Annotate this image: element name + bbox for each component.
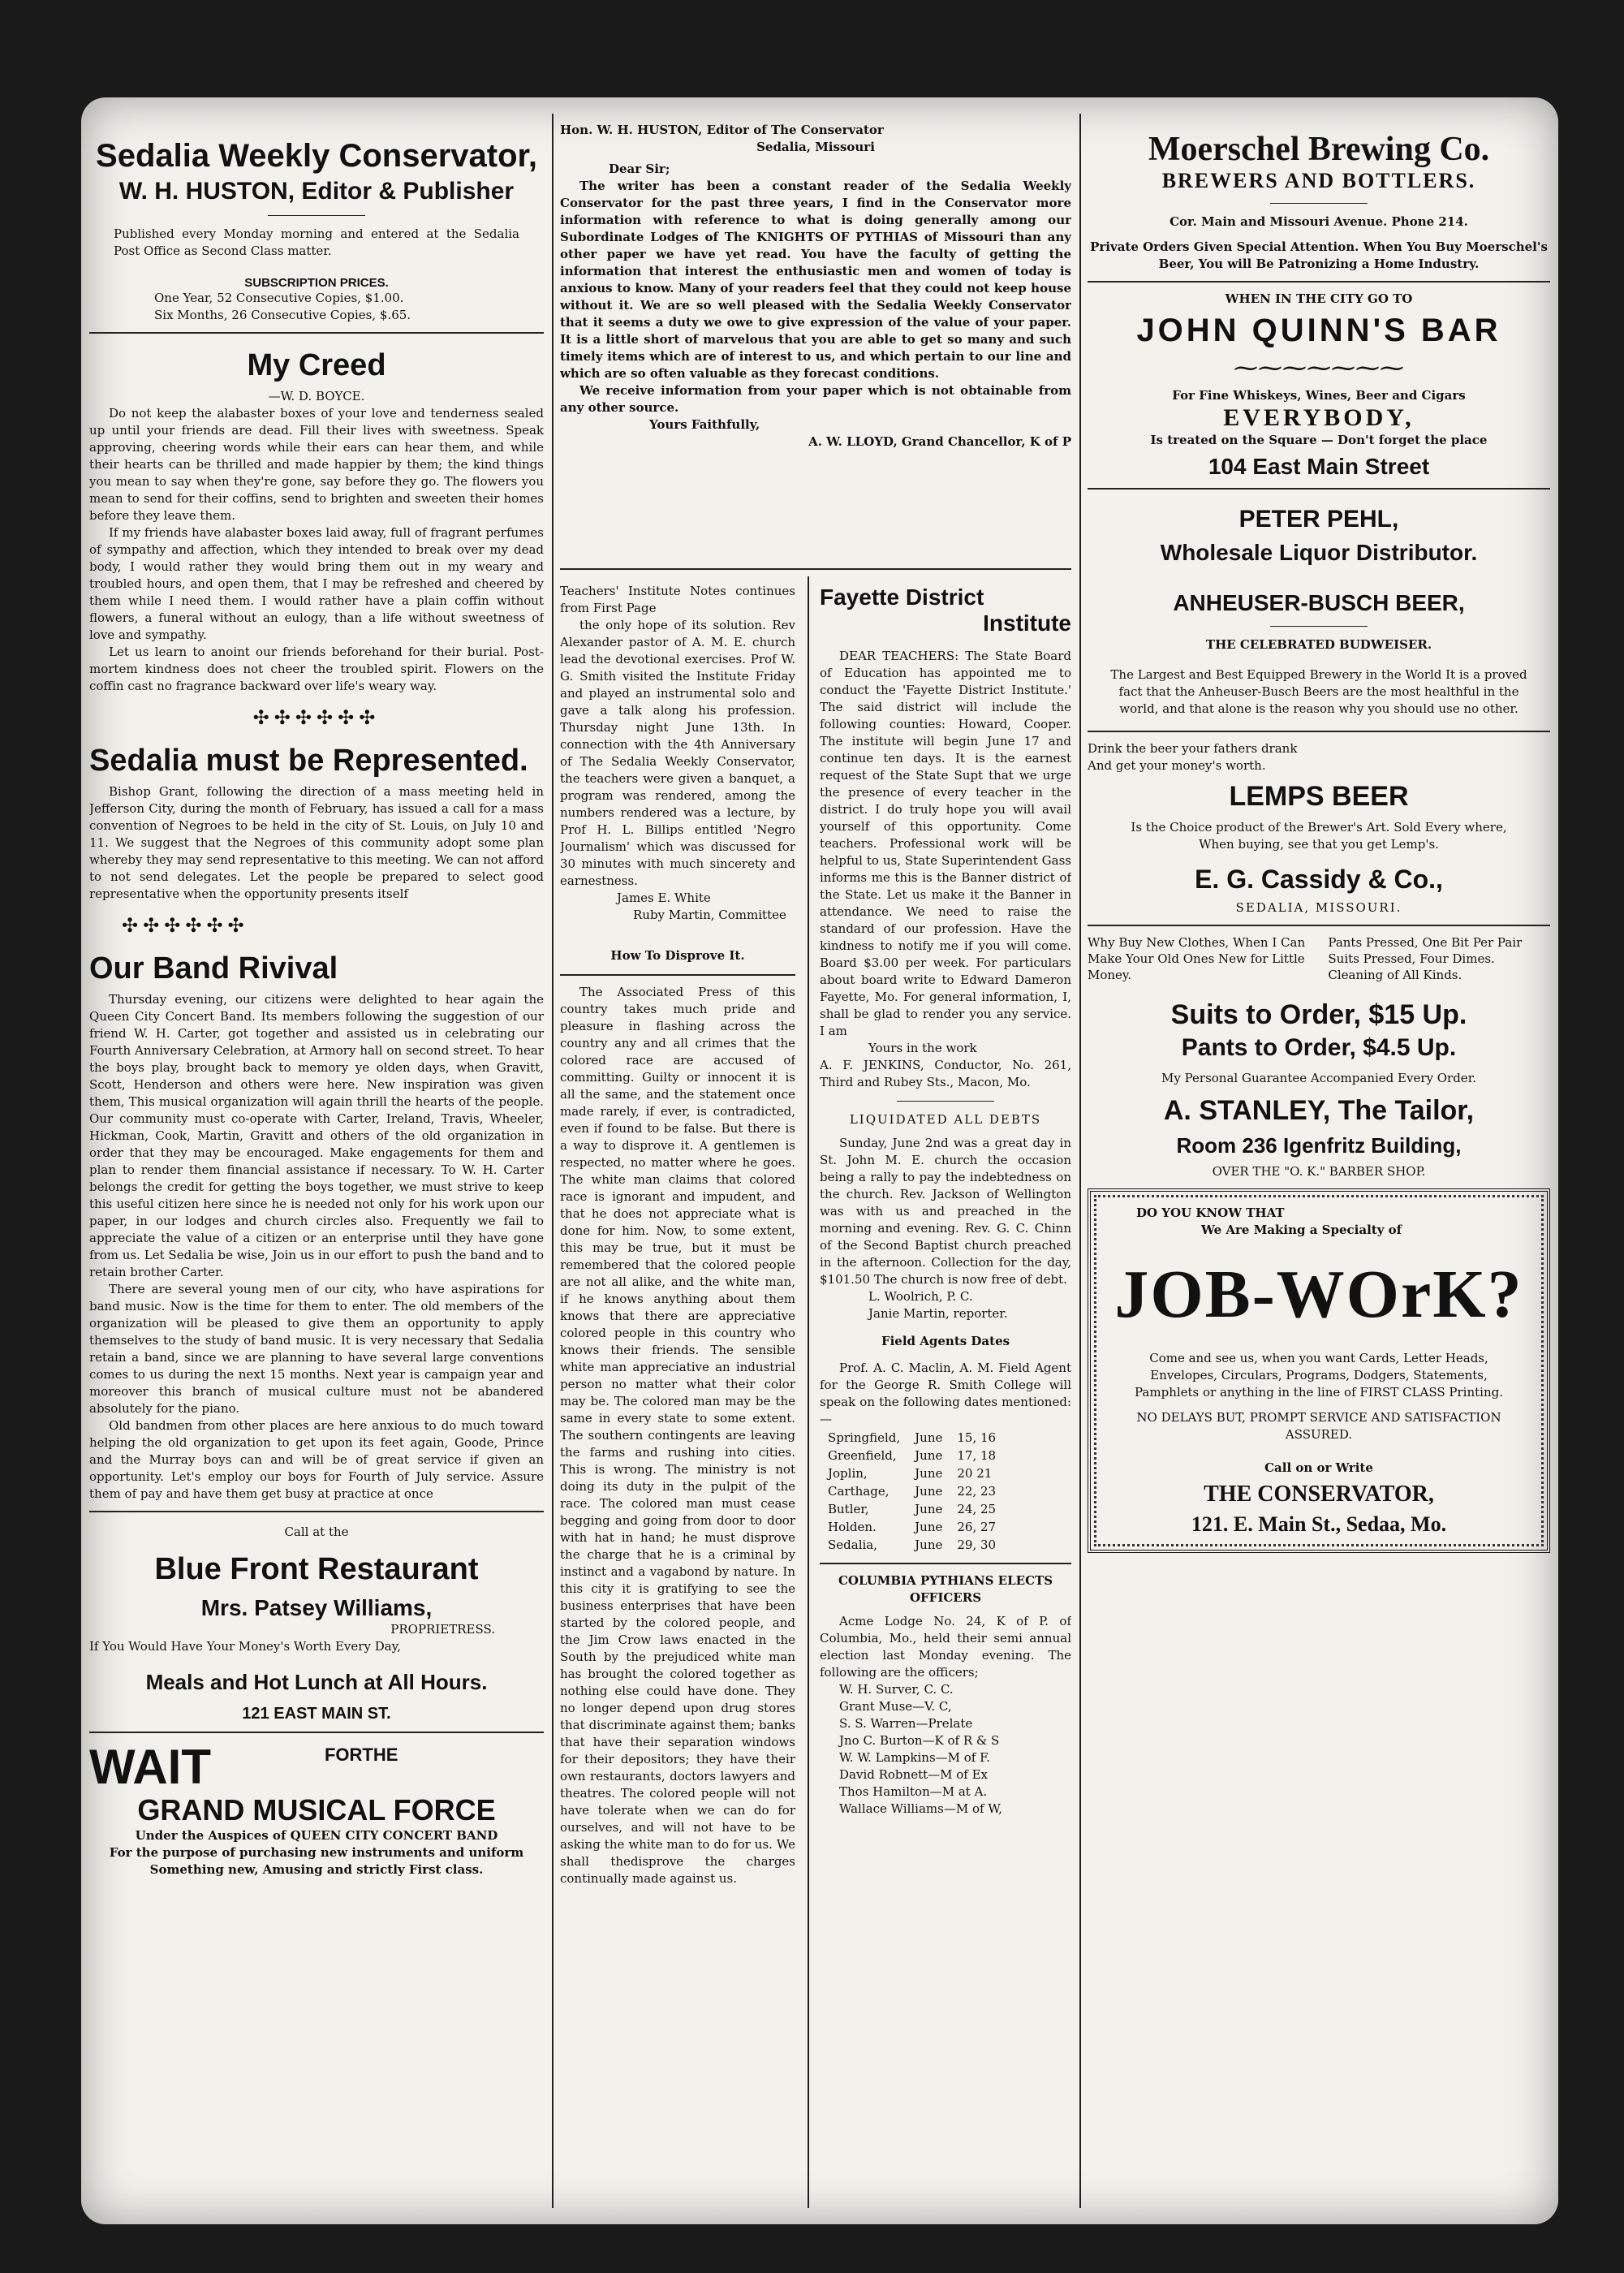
fayette-close: Yours in the work [868, 1041, 977, 1055]
divider [820, 1563, 1071, 1564]
divider [1088, 281, 1550, 283]
field-date-cell: June [915, 1430, 943, 1445]
creed-paragraph: If my friends have alabaster boxes laid away, full of fragrant perfumes of sympathy and affection, which they intended to break over my dead body, I would rather they would bring them out in my weary and troubled hours, and open them, that I may be refreshed and cheered by them while I need them. I would rather have a plain coffin without flowers, a funeral without an eulogy, than a life without sweetness of love and sympathy. [89, 525, 544, 642]
quinn-everybody: EVERYBODY, [1223, 404, 1415, 431]
restaurant-meals: Meals and Hot Lunch at All Hours. [145, 1670, 488, 1694]
ornament-divider: ✣✣✣✣✣✣ [122, 914, 249, 937]
ab-body: The Largest and Best Equipped Brewery in the World It is a proved fact that the Anheuser-Busch Beers are the most healthful in the world, and that alone is the reason why you should use no other. [1110, 667, 1527, 716]
represented-body: Bishop Grant, following the direction of a mass meeting held in Jefferson City, during the month of February, has issued a call for a mass convention of Negroes to be held in the city of St. Louis, on July 10 and 11. We suggest that the Negroes of this community adopt some plan whereby they may send representative to this meeting. We can not afford to not send delegates. Let the people be prepared to select good representative when the opportunity presents itself [89, 784, 544, 901]
field-date-cell: Springfield, [828, 1430, 901, 1445]
officer-item: Wallace Williams—M of W, [839, 1801, 1002, 1816]
job-name: THE CONSERVATOR, [1204, 1482, 1434, 1507]
restaurant-line: If You Would Have Your Money's Worth Every Day, [89, 1639, 401, 1654]
lemps-body: Is the Choice product of the Brewer's Art. Sold Every where, When buying, see that you get Lemp's. [1131, 820, 1507, 852]
masthead-editor: W. H. HUSTON, Editor & Publisher [118, 178, 515, 205]
officer-item: W. H. Surver, C. C. [839, 1682, 954, 1697]
letter-head: Hon. W. H. HUSTON, Editor of The Conservator [560, 123, 884, 137]
debts-title: LIQUIDATED ALL DEBTS [849, 1112, 1042, 1127]
field-date-cell: Holden. [828, 1520, 877, 1534]
column-middle [560, 114, 1071, 2208]
letter-close: Yours Faithfully, [649, 417, 760, 432]
field-date-row [821, 1430, 1002, 1446]
creed-title: My Creed [247, 348, 386, 382]
newspaper-page [81, 97, 1558, 2224]
column-rule [1079, 114, 1081, 2208]
ornament-divider: ✣✣✣✣✣✣ [252, 706, 381, 729]
officers-list [820, 1681, 1071, 1818]
stanley-name: A. STANLEY, The Tailor, [1163, 1095, 1475, 1126]
wait-ad [89, 1741, 544, 1793]
stanley-guarantee: My Personal Guarantee Accompanied Every Order. [1161, 1071, 1476, 1085]
officer-item: W. W. Lampkins—M of F. [839, 1750, 990, 1765]
job-question: DO YOU KNOW THAT [1136, 1206, 1285, 1220]
divider [1088, 925, 1550, 926]
creed-author: —W. D. BOYCE. [268, 389, 365, 403]
lemps-intro: And get your money's worth. [1088, 758, 1266, 773]
job-body: Come and see us, when you want Cards, Letter Heads, Envelopes, Circulars, Programs, Dodgers, Statements, Pamphlets or anything in the line of FIRST CLASS Printing. [1135, 1351, 1503, 1400]
divider [560, 974, 795, 976]
debts-sign: L. Woolrich, P. C. [868, 1289, 973, 1304]
field-body: Prof. A. C. Maclin, A. M. Field Agent for the George R. Smith College will speak on the following dates mentioned:— [820, 1361, 1071, 1426]
divider [1270, 203, 1368, 204]
divider [1270, 626, 1368, 627]
masthead-title: Sedalia Weekly Conservator, [96, 138, 537, 174]
wait-line: Under the Auspices of QUEEN CITY CONCERT BAND [135, 1828, 498, 1843]
quinn-address: 104 East Main Street [1208, 454, 1430, 479]
officer-item: David Robnett—M of Ex [839, 1767, 989, 1782]
column-left [89, 114, 544, 2208]
field-date-cell: June [915, 1502, 943, 1516]
field-date-cell: 17, 18 [957, 1448, 997, 1463]
lemps-name: LEMPS BEER [1229, 781, 1409, 812]
divider [560, 568, 1071, 570]
disprove-title: How To Disprove It. [610, 948, 745, 963]
officer-item: Thos Hamilton—M at A. [839, 1784, 988, 1799]
restaurant-role: PROPRIETRESS. [390, 1622, 495, 1637]
job-address: 121. E. Main St., Sedaa, Mo. [1191, 1512, 1447, 1536]
officer-item: S. S. Warren—Prelate [839, 1716, 973, 1731]
teachers-body: the only hope of its solution. Rev Alexander pastor of A. M. E. church lead the devotional exercises. Prof W. G. Smith visited the Institute Friday and played an instrumental solo and gave a talk along his profession. Thursday night June 13th. In connection with the 4th Anniversary of The Sedalia Weekly Conservator, the teachers were given a banquet, a program was rendered, among the numbers rendered was a lecture, by Prof H. L. Billips entitled 'Negro Journalism' which was discussed for 30 minutes with much sincerety and earnestness. [560, 618, 795, 888]
disprove-body: The Associated Press of this country takes much pride and pleasure in flashing across the country any and all crimes that the colored race are accused of committing. Guilty or innocent it is all the same, and the statement once made rarely, if ever, is contradicted, even if found to be false. But there is a way to disprove it. A gentlemen is respected, no matter where he goes. The white man claims that colored race is ignorant and impudent, and that he does not appreciate what is done for him. Now, to some extent, this may be true, but it must be remembered that the colored people are not all alike, and the white man, if he knows anything about them knows that there are appreciative colored people in this country who knows their friends. The sensible white man appreciative an industrial person no matter what their color may be. The colored man may be the same in every state to some extent. The southern contingents are leaving the farms and rushing into cities. This is wrong. The ministry is not doing its duty in the pulpit of the race. The colored man must cease begging and going from door to door with hat in hand; he must disprove the charge that he is a criminal by instinct and a vagabond by nature. In this city it is gratifying to see the business enterprises that have been started by the colored people, and the Jim Crow laws enacted in the South by the prejudiced white man has brought the colored together as nothing else could have done. They no longer depend upon drug stores that discriminate against them; banks that have their separation windows for their depositors; they have their own restaurants, doctors lawyers and theatres. The colored people will not have tolerate when we can do for ourselves, and will not have to be asking the white man to do for us. We shall thedisprove the charges continually made against us. [560, 985, 795, 1886]
job-call: Call on or Write [1264, 1460, 1373, 1475]
ab-sub: THE CELEBRATED BUDWEISER. [1205, 637, 1432, 652]
column-right [1088, 114, 1550, 2208]
field-date-cell: Joplin, [828, 1466, 868, 1481]
divider [268, 215, 365, 216]
stanley-intro [1088, 934, 1550, 983]
teachers-sign: Ruby Martin, Committee [633, 908, 786, 922]
wait-line: For the purpose of purchasing new instruments and uniform [109, 1845, 524, 1860]
field-date-row [821, 1501, 1002, 1517]
wait-forthe: FORTHE [324, 1745, 398, 1765]
restaurant-address: 121 EAST MAIN ST. [242, 1705, 391, 1723]
field-date-cell: 29, 30 [957, 1538, 997, 1552]
teachers-head: Teachers' Institute Notes continues from First Page [560, 584, 795, 615]
field-title: Field Agents Dates [881, 1334, 1010, 1348]
column-rule [808, 576, 809, 2208]
field-dates-table [820, 1428, 1004, 1555]
quinn-line: For Fine Whiskeys, Wines, Beer and Cigars [1172, 388, 1466, 403]
publication-notice: Published every Monday morning and entered at the Sedalia Post Office as Second Class matter. [114, 226, 519, 258]
brewing-address: Cor. Main and Missouri Avenue. Phone 214. [1170, 214, 1468, 229]
divider [897, 1101, 994, 1102]
field-date-cell: June [915, 1538, 943, 1552]
creed-paragraph: Let us learn to anoint our friends beforehand for their burial. Post-mortem kindness does not cheer the troubled spirit. Flowers on the coffin cast no fragrance backward over life's weary way. [89, 645, 544, 693]
price-six-months: Six Months, 26 Consecutive Copies, $.65. [154, 308, 411, 322]
field-date-cell: Sedalia, [828, 1538, 878, 1552]
job-work-ad [1088, 1188, 1550, 1553]
field-date-row [821, 1447, 1002, 1464]
debts-sign: Janie Martin, reporter. [868, 1306, 1008, 1321]
field-date-cell: June [915, 1484, 943, 1499]
job-specialty: We Are Making a Specialty of [1201, 1223, 1402, 1237]
job-delays: NO DELAYS BUT, PROMPT SERVICE AND SATISFACTION ASSURED. [1136, 1410, 1501, 1442]
subscription-title: SUBSCRIPTION PRICES. [244, 276, 389, 290]
letter-head-city: Sedalia, Missouri [756, 140, 875, 154]
fayette-sign: A. F. JENKINS, Conductor, No. 261, Third and Rubey Sts., Macon, Mo. [820, 1058, 1071, 1089]
divider [89, 1511, 544, 1512]
officer-item: Grant Muse—V. C, [839, 1699, 952, 1714]
divider [1088, 488, 1550, 490]
letter-sign: A. W. LLOYD, Grand Chancellor, K of P [808, 434, 1071, 449]
subcolumn-right [820, 576, 1071, 2208]
restaurant-owner: Mrs. Patsey Williams, [200, 1595, 433, 1620]
creed-paragraph: Do not keep the alabaster boxes of your love and tenderness sealed up until your friends are dead. Fill their lives with sweetness. Speak approving, cheering words while their ears can hear them, and while their hearts can be thrilled and made happier by them; the kind things you mean to say when they're gone, say before they go. The flowers you mean to send for their coffins, send to brighten and sweeten their homes before they leave them. [89, 406, 544, 523]
field-date-row [821, 1483, 1002, 1499]
ab-name: ANHEUSER-BUSCH BEER, [1173, 590, 1465, 615]
band-paragraph: Thursday evening, our citizens were delighted to hear again the Queen City Concert Band. Its members following the suggestion of our friend W. H. Carter, got together and assisted us in celebrating our Fourth Anniversary Celebration, at Armory hall on second street. To hear the boys play, brought back to memory ye olden days, when Gravitt, Scott, Henderson and others were here. New inspiration was given them, This musical organization will again thrill the hearts of the people. Our community must co-operate with Carter, Ireland, Travis, Wheeler, Hickman, Cook, Martin, Gravitt and others of the old organization in order that they may be encouraged. Make engagements for them and plan to render them financial assistance if necessary. To W. H. Carter belongs the credit for getting the boys together, we must strive to keep this useful citizen here since he is needed not only for his work upon our paper, in our lodges and church circles also. Frequently we fail to appreciate the value of a citizen or an enterprise until they have gone from us. Let Sedalia be wise, Join us in our effort to push the band and to retain brother Carter. [89, 992, 544, 1279]
debts-body: Sunday, June 2nd was a great day in St. John M. E. church the occasion being a rally to pay the indebtedness on the church. Rev. Jackson of Wellington was with us and preached in the morning and evening. Rev. G. C. Chinn of the Second Baptist church preached in the afternoon. Collection for the day, $101.50 The church is now free of debt. [820, 1136, 1071, 1287]
pythians-body: Acme Lodge No. 24, K of P. of Columbia, Mo., held their semi annual election last Monday evening. The following are the officers; [820, 1614, 1071, 1680]
field-date-cell: June [915, 1520, 943, 1534]
cassidy-city: SEDALIA, MISSOURI. [1235, 900, 1402, 915]
pehl-role: Wholesale Liquor Distributor. [1160, 540, 1478, 565]
band-title: Our Band Rivival [89, 951, 338, 986]
quinn-top: WHEN IN THE CITY GO TO [1225, 291, 1413, 306]
wait-title: GRAND MUSICAL FORCE [137, 1793, 496, 1827]
brewing-name: Moerschel Brewing Co. [1148, 131, 1490, 168]
lemps-intro: Drink the beer your fathers drank [1088, 741, 1298, 756]
field-date-cell: 26, 27 [957, 1520, 997, 1534]
field-date-cell: 15, 16 [957, 1430, 997, 1445]
restaurant-callat: Call at the [284, 1525, 349, 1539]
officer-item: Jno C. Burton—K of R & S [839, 1733, 1000, 1748]
stanley-right: Pants Pressed, One Bit Per Pair Suits Pressed, Four Dimes. Cleaning of All Kinds. [1328, 935, 1523, 982]
letter-salute: Dear Sir; [609, 162, 670, 176]
field-date-row [821, 1537, 1002, 1553]
band-paragraph: Old bandmen from other places are here anxious to do much toward helping the old organization to get upon its feet again, Goode, Prince and the Murray boys can and will be of great service if given an opportunity. Let's employ our boys for Fourth of July service. Assure them of pay and have them get busy at practice at once [89, 1418, 544, 1501]
teachers-sign: James E. White [617, 891, 711, 905]
stanley-room: Room 236 Igenfritz Building, [1176, 1133, 1462, 1158]
brewing-sub: BREWERS AND BOTTLERS. [1161, 169, 1476, 192]
letter-body: We receive information from your paper which is not obtainable from any other source. [560, 383, 1071, 415]
quinn-name: JOHN QUINN'S BAR [1136, 313, 1501, 348]
stanley-over: OVER THE "O. K." BARBER SHOP. [1212, 1164, 1426, 1179]
subcolumn-left [560, 576, 795, 2208]
job-word: JOB-WOrK? [1114, 1257, 1523, 1332]
restaurant-name: Blue Front Restaurant [154, 1552, 479, 1586]
ornament-icon: ⁓⁓⁓⁓⁓⁓⁓ [1234, 354, 1404, 382]
wait-line: Something new, Amusing and strictly First class. [149, 1862, 484, 1877]
field-date-cell: Butler, [828, 1502, 869, 1516]
field-date-cell: 24, 25 [957, 1502, 997, 1516]
wait-word: WAIT [89, 1740, 211, 1794]
field-date-cell: 20 21 [957, 1466, 993, 1481]
divider [89, 1732, 544, 1733]
fayette-body: DEAR TEACHERS: The State Board of Education has appointed me to conduct the 'Fayette District Institute.' The said district will include the following counties: Howard, Cooper. The institute will begin June 17 and continue ten days. It is the earnest request of the State Supt that we urge the presence of every teacher in the district. I do truly hope you will avail yourself of this opportunity. Come teachers. Professional work will be helpful to us, State Superintendent Gass informs me this is the Banner district of the State. Let us make it the Banner in attendance. We need to raise the standard of our profession. Have the kindness to notify me if you will come. Board $3.00 per week. For particulars about board write to Edward Dameron Fayette, Mo. For general information, I, shall be glad to render you any service. I am [820, 649, 1071, 1038]
stanley-suits: Suits to Order, $15 Up. [1170, 999, 1467, 1030]
field-date-cell: June [915, 1448, 943, 1463]
fayette-title: Fayette District [820, 584, 984, 610]
pythians-title: COLUMBIA PYTHIANS ELECTS OFFICERS [838, 1573, 1053, 1605]
cassidy-name: E. G. Cassidy & Co., [1195, 865, 1443, 894]
divider [89, 332, 544, 334]
stanley-pants: Pants to Order, $4.5 Up. [1181, 1034, 1457, 1061]
represented-title: Sedalia must be Represented. [89, 744, 528, 778]
stanley-left: Why Buy New Clothes, When I Can Make Your Old Ones New for Little Money. [1088, 935, 1306, 982]
pehl-name: PETER PEHL, [1238, 506, 1399, 533]
brewing-line: Private Orders Given Special Attention. When You Buy Moerschel's Beer, You will Be Patronizing a Home Industry. [1090, 239, 1548, 271]
quinn-line: Is treated on the Square — Don't forget the place [1150, 433, 1488, 447]
divider [1088, 731, 1550, 732]
column-rule [552, 114, 554, 2208]
field-date-cell: Greenfield, [828, 1448, 897, 1463]
price-one-year: One Year, 52 Consecutive Copies, $1.00. [154, 291, 404, 305]
field-date-row [821, 1519, 1002, 1535]
field-date-row [821, 1465, 1002, 1482]
field-date-cell: June [915, 1466, 943, 1481]
field-date-cell: Carthage, [828, 1484, 890, 1499]
letter-body: The writer has been a constant reader of the Sedalia Weekly Conservator for the past three years, I find in the Conservator more information with reference to what is doing generally among our Subordinate Lodges of The KNIGHTS OF PYTHIAS of Missouri than any other paper we have yet read. You have the faculty of getting the information that interest the enthusiastic men and women of today is anxious to know. Many of your readers feel that they could not keep house without it. We are so well pleased with the Sedalia Weekly Conservator that it seems a duty we owe to give expression of the value of your paper. It is a little short of marvelous that you are able to get so many and such timely items which are of interest to us, and which pertain to our line and which are so often valuable as they forecast conditions. [560, 179, 1071, 381]
fayette-title: Institute [983, 610, 1071, 636]
band-paragraph: There are several young men of our city, who have aspirations for band music. Now is the time for them to enter. The old members of the organization will be pleased to give them an opportunity to apply themselves to the study of band music. It is very necessary that Sedalia retain a band, since we are planning to have several large conventions comes to us during the next 15 months. Next year is campaign year and moreover this branch of musical culture must not be abandered absolutely for the piano. [89, 1282, 544, 1416]
field-date-cell: 22, 23 [957, 1484, 997, 1499]
